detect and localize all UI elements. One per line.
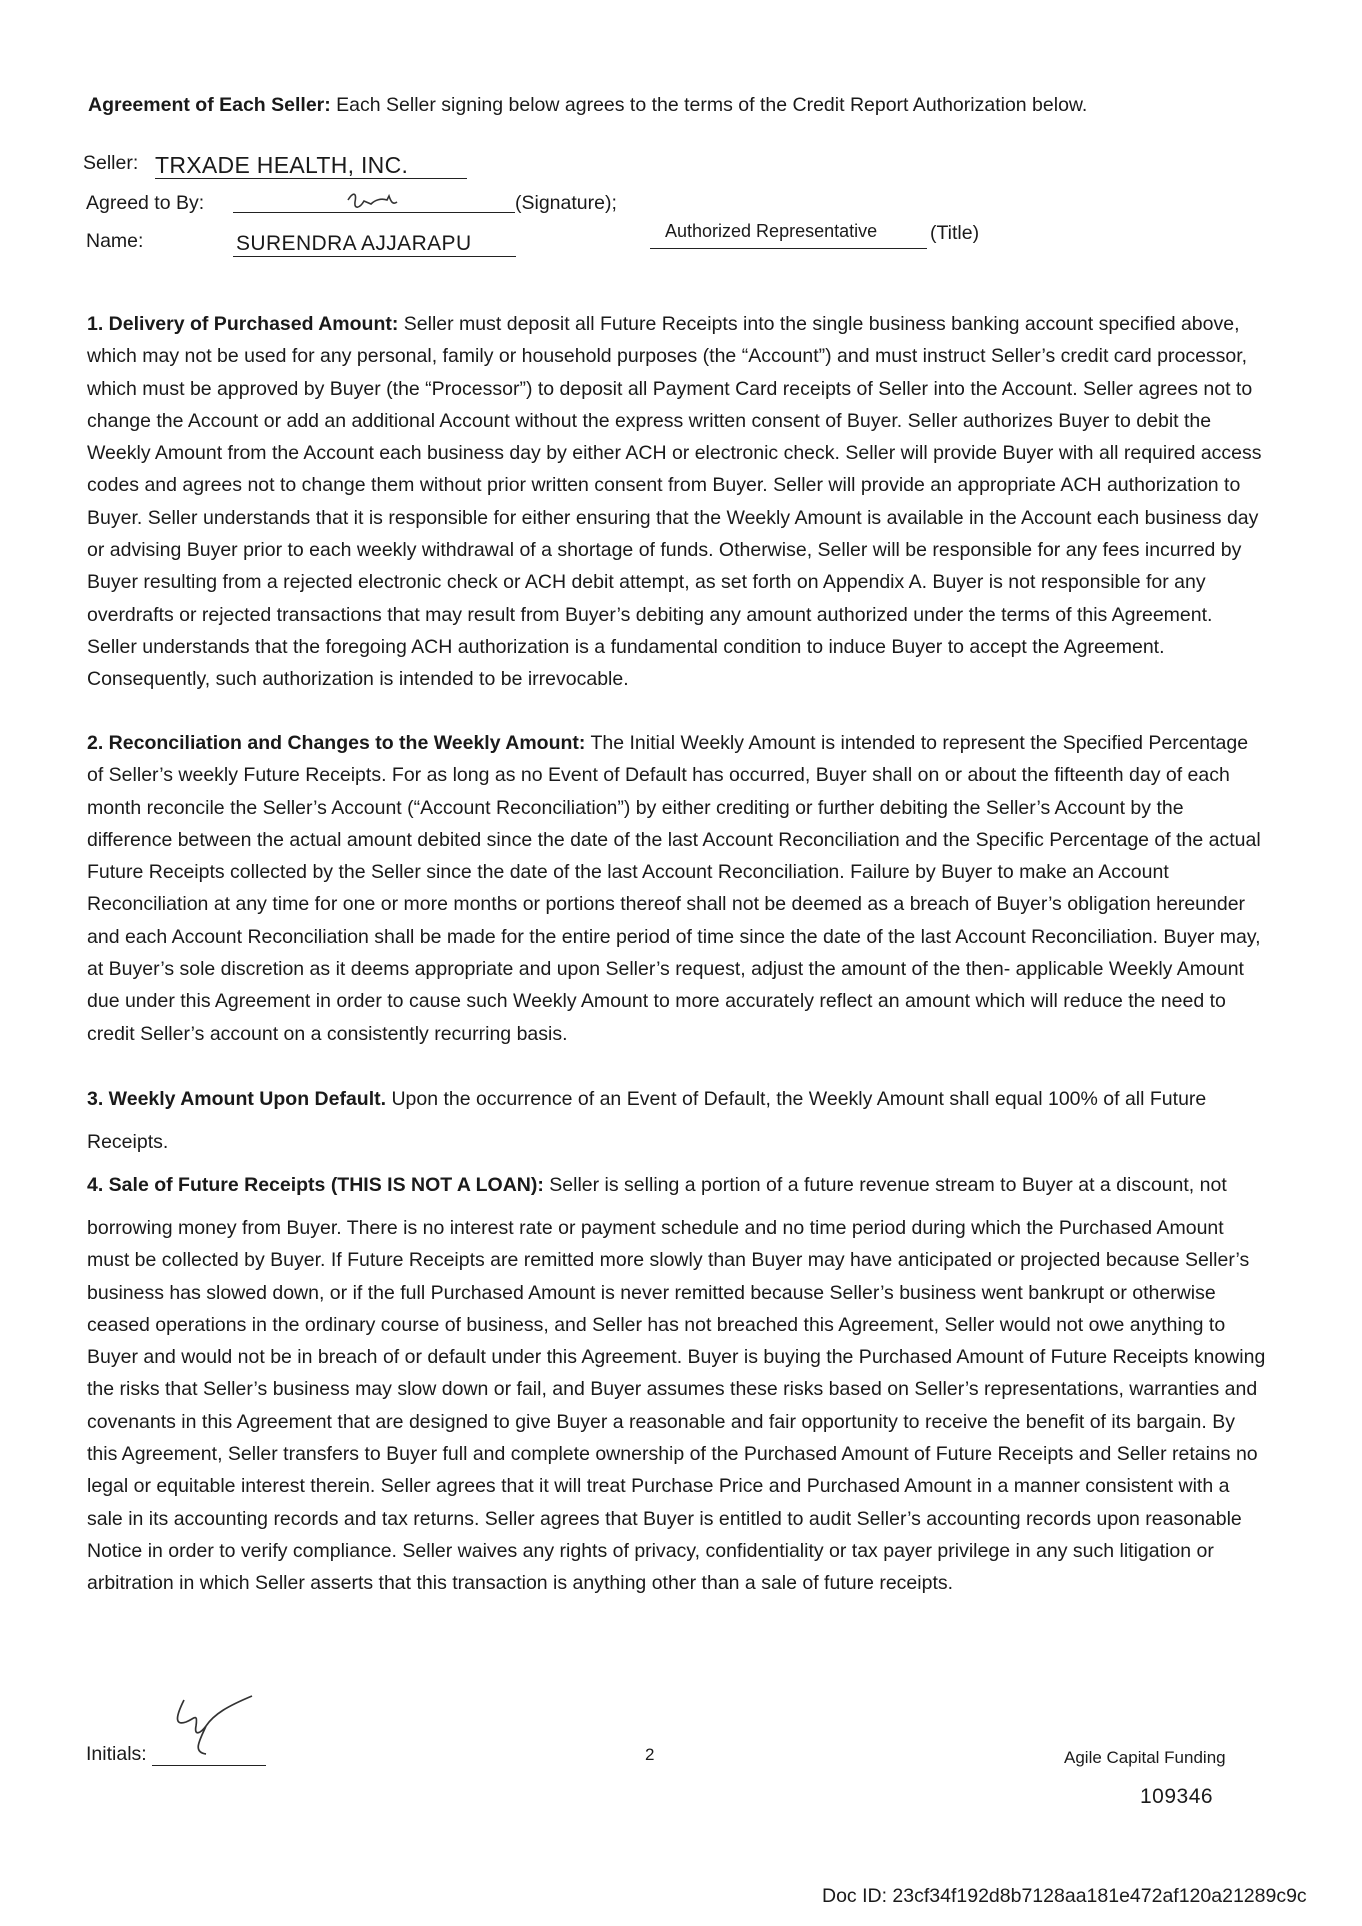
name-underline (233, 256, 516, 257)
intro-text: Each Seller signing below agrees to the terms of the Credit Report Authorization below. (336, 94, 1088, 116)
title-suffix: (Title) (930, 222, 980, 244)
section-1-heading: 1. Delivery of Purchased Amount: (87, 313, 399, 335)
section-2 (87, 727, 1267, 1050)
section-2-heading: 2. Reconciliation and Changes to the Weekly Amount: (87, 732, 586, 754)
seller-label: Seller: (83, 152, 139, 174)
name-label: Name: (86, 230, 144, 252)
page-number: 2 (645, 1745, 655, 1764)
section-3-text: Upon the occurrence of an Event of Default, the Weekly Amount shall equal 100% of all Future (391, 1088, 1207, 1110)
section-1 (87, 308, 1267, 696)
title-value: Authorized Representative (665, 221, 878, 241)
section-4-heading: 4. Sale of Future Receipts (THIS IS NOT A LOAN): (87, 1174, 544, 1196)
section-3-heading: 3. Weekly Amount Upon Default. (87, 1088, 387, 1110)
initials-line (152, 1765, 266, 1766)
section-4-continuation: borrowing money from Buyer. There is no interest rate or payment schedule and no time period during which the Purchased Amount must be collected by Buyer. If Future Receipts are remitted more slowly than Buyer may have anticipated or projected because Seller’s business has slowed down, or if the full Purchased Amount is never remitted because Seller’s business went bankrupt or otherwise ceased operations in the ordinary course of business, and Seller has not breached this Agreement, Seller would not owe anything to Buyer and would not be in breach of or default under this Agreement. Buyer is buying the Purchased Amount of Future Receipts knowing the risks that Seller’s business may slow down or fail, and Buyer assumes these risks based on Seller’s representations, warranties and covenants in this Agreement that are designed to give Buyer a reasonable and fair opportunity to receive the benefit of its bargain. By this Agreement, Seller transfers to Buyer full and complete ownership of the Purchased Amount of Future Receipts and Seller retains no legal or equitable interest therein. Seller agrees that it will treat Purchase Price and Purchased Amount in a manner consistent with a sale in its accounting records and tax returns. Seller agrees that Buyer is entitled to audit Seller’s accounting records upon reasonable Notice in order to verify compliance. Seller waives any rights of privacy, confidentiality or tax payer privilege in any such litigation or arbitration in which Seller asserts that this transaction is anything other than a sale of future receipts. (87, 1217, 1266, 1595)
agreed-label: Agreed to By: (86, 192, 205, 214)
title-underline (650, 248, 927, 249)
seller-underline (155, 178, 467, 179)
seller-value: TRXADE HEALTH, INC. (155, 152, 409, 178)
section-1-text: Seller must deposit all Future Receipts into the single business banking account specified above, which may not be used for any personal, family or household purposes (the “Account”) and must instruct Seller’s credit card processor, which must be approved by Buyer (the “Processor”) to deposit all Payment Card receipts of Seller into the Account. Seller agrees not to change the Account or add an additional Account without the express written consent of Buyer. Seller authorizes Buyer to debit the Weekly Amount from the Account each business day by either ACH or electronic check. Seller will provide Buyer with all required access codes and agrees not to change them without prior written consent from Buyer. Seller will provide an appropriate ACH authorization to Buyer. Seller understands that it is responsible for either ensuring that the Weekly Amount is available in the Account each business day or advising Buyer prior to each weekly withdrawal of a shortage of funds. Otherwise, Seller will be responsible for any fees incurred by Buyer resulting from a rejected electronic check or ACH debit attempt, as set forth on Appendix A. Buyer is not responsible for any overdrafts or rejected transactions that may result from Buyer’s debiting any amount authorized under the terms of this Agreement. Seller understands that the foregoing ACH authorization is a fundamental condition to induce Buyer to accept the Agreement. Consequently, such authorization is intended to be irrevocable. (87, 313, 1262, 691)
section-4 (87, 1169, 1267, 1201)
intro-heading: Agreement of Each Seller: (88, 94, 331, 116)
company-name: Agile Capital Funding (1064, 1748, 1226, 1767)
initials-label: Initials: (86, 1743, 147, 1765)
initials-scribble (172, 1692, 262, 1762)
signature-scribble (345, 188, 405, 214)
section-3 (87, 1083, 1267, 1115)
section-2-text: The Initial Weekly Amount is intended to represent the Specified Percentage of Seller’s weekly Future Receipts. For as long as no Event of Default has occurred, Buyer shall on or about the fifteenth day of each month reconcile the Seller’s Account (“Account Reconciliation”) by either crediting or further debiting the Seller’s Account by the difference between the actual amount debited since the date of the last Account Reconciliation and the Specific Percentage of the actual Future Receipts collected by the Seller since the date of the last Account Reconciliation. Failure by Buyer to make an Account Reconciliation at any time for one or more months or portions thereof shall not be deemed as a breach of Buyer’s obligation hereunder and each Account Reconciliation shall be made for the entire period of time since the date of the last Account Reconciliation. Buyer may, at Buyer’s sole discretion as it deems appropriate and upon Seller’s request, adjust the amount of the then- applicable Weekly Amount due under this Agreement in order to cause such Weekly Amount to more accurately reflect an amount which will reduce the need to credit Seller’s account on a consistently recurring basis. (87, 732, 1261, 1045)
doc-id: Doc ID: 23cf34f192d8b7128aa181e472af120a21289c9c (822, 1885, 1307, 1907)
section-4-text: Seller is selling a portion of a future revenue stream to Buyer at a discount, not (549, 1174, 1227, 1196)
signature-suffix: (Signature); (515, 192, 617, 214)
intro-line (88, 94, 1087, 117)
reference-number: 109346 (1140, 1785, 1214, 1808)
section-3-continuation: Receipts. (87, 1131, 169, 1153)
name-value: SURENDRA AJJARAPU (236, 232, 472, 255)
